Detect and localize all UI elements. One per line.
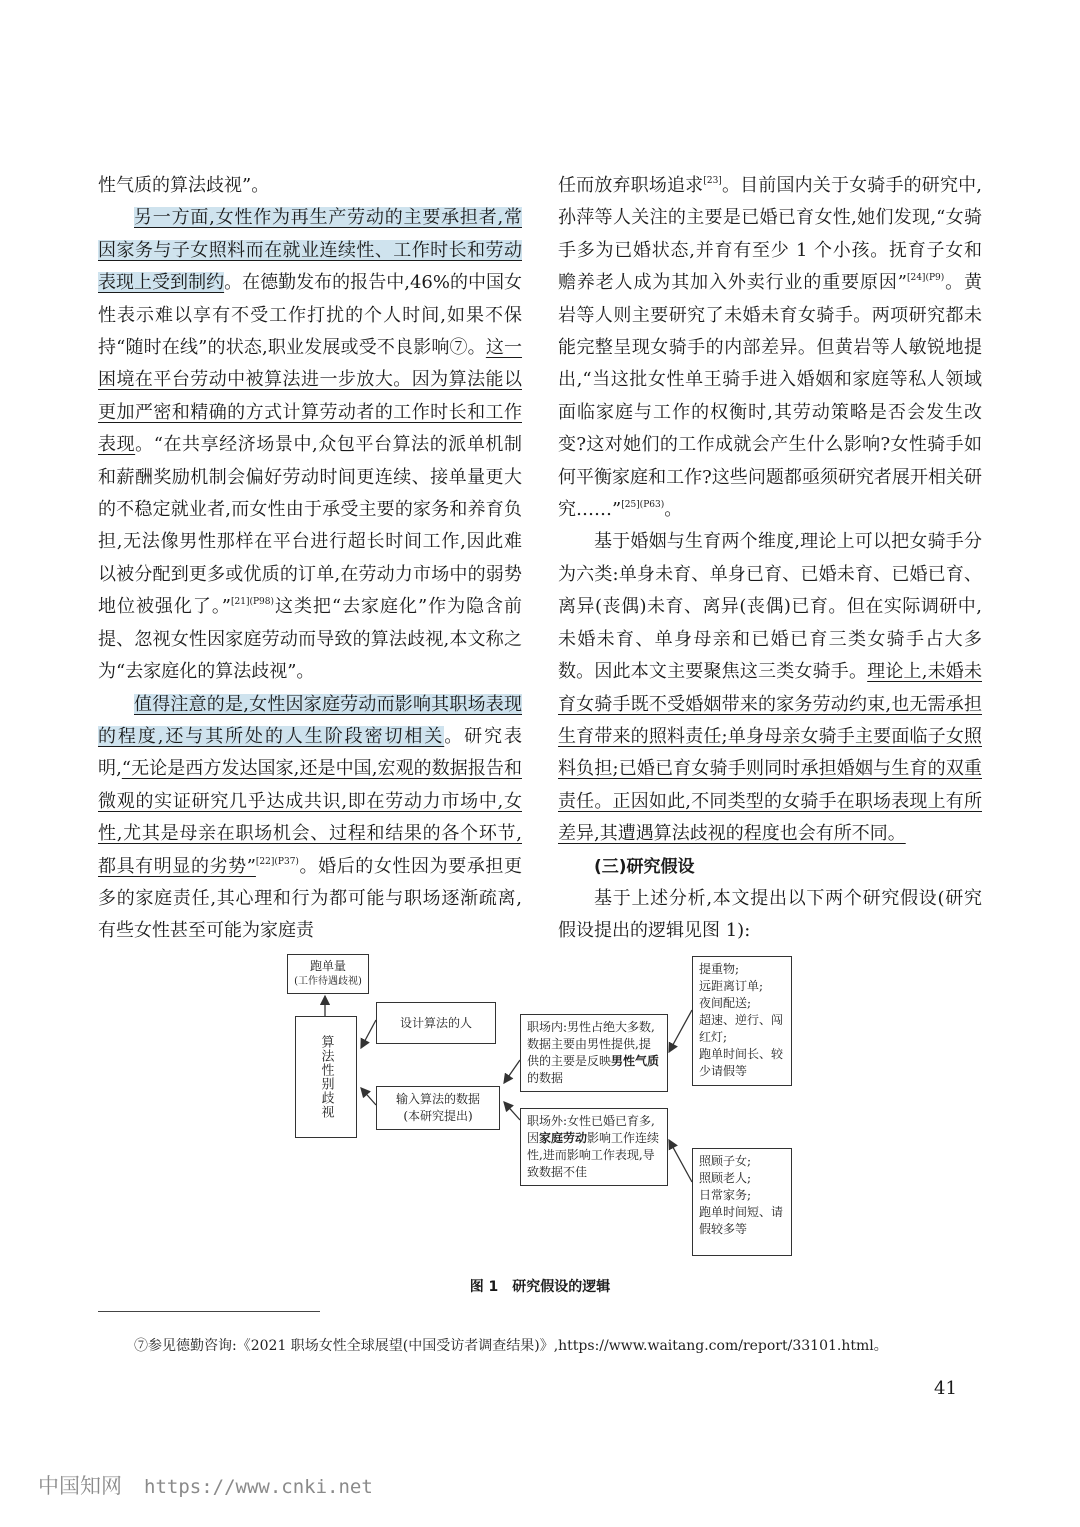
paragraph: 性气质的算法歧视”。 <box>98 175 270 196</box>
footnote-divider <box>98 1311 320 1312</box>
box-male-factors: 提重物; 远距离订单; 夜间配送; 超速、逆行、闯红灯; 跑单时间长、较少请假等 <box>692 956 792 1086</box>
arrow-outside-to-data <box>504 1102 520 1120</box>
box-algorithmic-gender-discrimination: 算法性别歧视 <box>295 1016 357 1138</box>
box-workplace-inside: 职场内:男性占绝大多数,数据主要由男性提供,提供的主要是反映男性气质的数据 <box>520 1014 668 1092</box>
right-column <box>558 170 982 948</box>
underlined-text: 这一困境在平台劳动中被算法进一步放大。因为算法能以更加严密和精确的方式计算劳动者的工作时长和工作表现 <box>98 337 523 456</box>
watermark <box>38 1470 373 1500</box>
section-heading: (三)研究假设 <box>594 856 695 877</box>
arrow-designer-to-algorithm <box>361 1020 376 1048</box>
left-column <box>98 170 522 948</box>
watermark-url[interactable]: https://www.cnki.net <box>144 1476 373 1498</box>
box-workplace-outside: 职场外:女性已婚已育多,因家庭劳动影响工作连续性,进而影响工作表现,导致数据不佳 <box>520 1108 668 1186</box>
paragraph: 基于上述分析,本文提出以下两个研究假设(研究假设提出的逻辑见图 1): <box>558 887 982 942</box>
citation: [25](P63) <box>621 500 665 511</box>
arrow-male-factors-to-inside <box>669 1010 692 1052</box>
paragraph: 另一方面,女性作为再生产劳动的主要承担者,常因家务与子女照料而在就业连续性、工作时长和劳动表现上受到制约。在德勤发布的报告中,46%的中国女性表示难以享有不受工作打扰的个人时间,如果不保持“随时在线”的状态,职业发展或受不良影响⑦。这一困境在平台劳动中被算法进一步放大。因为算法能以更加严密和精确的方式计算劳动者的工作时长和工作表现。“在共享经济场景中,众包平台算法的派单机制和薪酬奖励机制会偏好劳动时间更连续、接单量更大的不稳定就业者,而女性由于承受主要的家务和养育负担,无法像男性那样在平台进行超长时间工作,因此难以被分配到更多或优质的订单,在劳动力市场中的弱势地位被强化了。”$^{[21](P98)}$这类把“去家庭化”作为隐含前提、忽视女性因家庭劳动而导致的算法歧视,本文称之为“去家庭化的算法歧视”。 <box>98 207 523 683</box>
box-input-data: 输入算法的数据 (本研究提出) <box>376 1086 500 1130</box>
footnote: ⑦参见德勤咨询:《2021 职场女性全球展望(中国受访者调查结果)》,https://www.waitang.com/report/33101.html。 <box>134 1338 888 1354</box>
underlined-text: 理论上,未婚未育女骑手既不受婚姻带来的家务劳动约束,也无需承担生育带来的照料责任;单身母亲女骑手主要面临子女照料负担;已婚已育女骑手则同时承担婚姻与生育的双重责任。正因如此,不同类型的女骑手在职场表现上有所差异,其遭遇算法歧视的程度也会有所不同。 <box>558 661 982 845</box>
figure-diagram <box>282 950 802 1260</box>
citation: [24](P9) <box>906 273 945 284</box>
paragraph: 基于婚姻与生育两个维度,理论上可以把女骑手分为六类:单身未育、单身已育、已婚未育、已婚已育、离异(丧偶)未育、离异(丧偶)已育。但在实际调研中,未婚未育、单身母亲和已婚已育三类女骑手占大多数。因此本文主要聚焦这三类女骑手。理论上,未婚未育女骑手既不受婚姻带来的家务劳动约束,也无需承担生育带来的照料责任;单身母亲女骑手主要面临子女照料负担;已婚已育女骑手则同时承担婚姻与生育的双重责任。正因如此,不同类型的女骑手在职场表现上有所差异,其遭遇算法歧视的程度也会有所不同。 <box>558 531 982 845</box>
paragraph: 值得注意的是,女性因家庭劳动而影响其职场表现的程度,还与其所处的人生阶段密切相关。研究表明,“无论是西方发达国家,还是中国,宏观的数据报告和微观的实证研究几乎达成共识,即在劳动力市场中,女性,尤其是母亲在职场机会、过程和结果的各个环节,都具有明显的劣势”$^{[22](P37)}$。婚后的女性因为要承担更多的家庭责任,其心理和行为都可能与职场逐渐疏离,有些女性甚至可能为家庭责 <box>98 693 523 942</box>
paragraph: 任而放弃职场追求[23]。目前国内关于女骑手的研究中,孙萍等人关注的主要是已婚已育女性,她们发现,“女骑手多为已婚状态,并育有至少 1 个小孩。抚育子女和赡养老人成为其加入外卖行业的重要原因”$^{[24](P9)}$。黄岩等人则主要研究了未婚未育女骑手。两项研究都未能完整呈现女骑手的内部差异。但黄岩等人敏锐地提出,“当这批女性单王骑手进入婚姻和家庭等私人领域面临家庭与工作的权衡时,其劳动策略是否会发生改变?这对她们的工作成就会产生什么影响?女性骑手如何平衡家庭和工作?这些问题都亟须研究者展开相关研究……”$^{[25](P63)}$。 <box>558 175 983 521</box>
highlighted-text: 值得注意的是,女性因家庭劳动而影响其职场表现的程度,还与其所处的人生阶段密切相关 <box>98 693 522 747</box>
arrow-female-factors-to-outside <box>669 1140 692 1182</box>
watermark-brand: 中国知网 <box>38 1474 122 1498</box>
citation: [21](P98) <box>231 597 275 608</box>
citation: [23] <box>703 176 722 186</box>
box-female-factors: 照顾子女; 照顾老人; 日常家务; 跑单时间短、请假较多等 <box>692 1148 792 1256</box>
highlighted-text: 另一方面,女性作为再生产劳动的主要承担者,常因家务与子女照料而在就业连续性、工作时长和劳动表现上受到制约 <box>98 207 522 294</box>
arrow-inside-to-data <box>504 1060 520 1083</box>
box-algorithm-designers: 设计算法的人 <box>376 1002 496 1044</box>
page-number: 41 <box>934 1378 957 1399</box>
underlined-text: “无论是西方发达国家,还是中国,宏观的数据报告和微观的实证研究几乎达成共识,即在劳动力市场中,女性,尤其是母亲在职场机会、过程和结果的各个环节,都具有明显的劣势” <box>98 758 522 877</box>
citation: [22](P37) <box>255 856 299 867</box>
arrow-data-to-algorithm <box>361 1088 376 1105</box>
figure-caption: 图 1 研究假设的逻辑 <box>469 1279 611 1295</box>
box-run-volume: 跑单量 (工作待遇歧视) <box>287 954 369 994</box>
